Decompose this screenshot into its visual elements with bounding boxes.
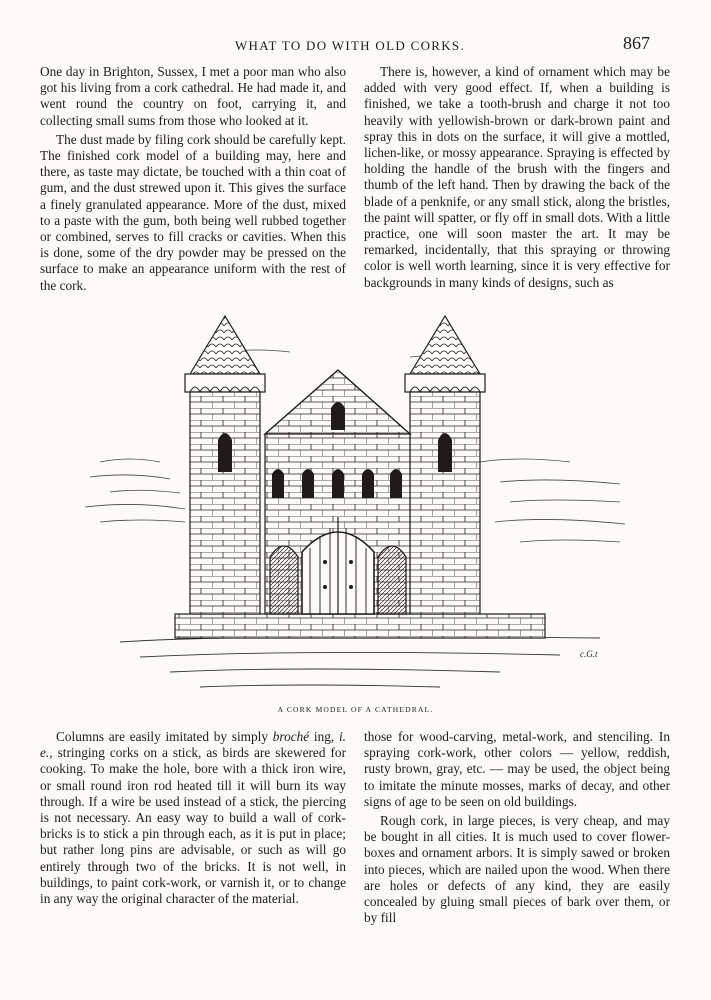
base-platform [175, 614, 545, 638]
text-run: ing, [309, 729, 339, 744]
text-run: Columns are easily imitated by simply [56, 729, 273, 744]
paragraph: those for wood-carving, metal-work, and stenciling. In spraying cork-work, other colors — yellow, reddish, rusty brown, gray, etc. — may be used, the object being to imitate the minute mosses, marks of decay, and other signs of age to be seen on old buildings. [364, 729, 670, 809]
italic-term: i. e., [40, 729, 346, 761]
cathedral-illustration [80, 312, 640, 700]
column-bottom-left [40, 729, 346, 907]
left-tower [185, 316, 265, 614]
ground-hatching [120, 637, 600, 687]
paragraph: The dust made by filing cork should be carefully kept. The finished cork model of a building may, here and there, as taste may dictate, be touched with a thin coat of gum, and the dust strewed upon it. This gives the surface a finely granulated appearance. More of the dust, mixed to a paste with the gum, both being well rubbed together or combined, serves to fill cracks or cavities. When this is done, some of the dry powder may be pressed on the surface to make an appearance uniform with the rest of the cork. [40, 131, 346, 293]
running-head: WHAT TO DO WITH OLD CORKS. [234, 38, 465, 53]
text-run: stringing corks on a stick, as birds are skewered for cooking. To make the hole, bore with a thick iron wire, or small round iron rod heated till it will burn its way through. If a wire be used instead of a stick, the piercing is not necessary. An easy way to build a wall of corkbricks is to stick a pin through each, as it is put in place; but rather long pins are advisable, or such as will go entirely through two of the bricks. It is not well, in buildings, to paint cork-work, or varnish it, or to change in any way the original character of the material. [40, 745, 346, 907]
central-facade [265, 370, 410, 614]
column-bottom-right [364, 729, 670, 926]
page-number: 867 [623, 33, 650, 53]
right-tower [405, 316, 485, 614]
paragraph [40, 729, 346, 907]
paragraph: There is, however, a kind of ornament which may be added with very good effect. If, when a building is finished, we take a tooth-brush and charge it not too heavily with yellowish-brown or dark-brown paint and spray this in dots on the surface, it will give a mottled, lichen-like, or mossy appearance. Spraying is effected by holding the handle of the brush with the fingers and thumb of the left hand. Then by drawing the back of the blade of a penknife, or any small stick, along the bristles, the paint will spatter, or fly off in small dots. With a little practice, one will soon master the art. It may be remarked, incidentally, that this spraying or throwing color is well worth learning, since it is very effective for backgrounds in many kinds of designs, such as [364, 64, 670, 290]
figure-caption: A CORK MODEL OF A CATHEDRAL. [277, 705, 434, 714]
italic-term: broché [272, 729, 310, 744]
artist-signature: c.G.t [580, 649, 598, 659]
column-top-left [40, 64, 346, 294]
column-top-right [364, 64, 670, 291]
paragraph: One day in Brighton, Sussex, I met a poor man who also got his living from a cork cathedral. He had made it, and went round the country on foot, carrying it, and collecting small sums from those who looked at it. [40, 64, 346, 128]
page-header [50, 33, 650, 58]
paragraph: Rough cork, in large pieces, is very cheap, and may be bought in all cities. It is much used to cover flower-boxes and ornament arbors. It is simply sawed or broken into pieces, which are nailed upon the wood. When there are holes or defects of any kind, they are easily concealed by gluing small pieces of bark over them, or by fill [364, 813, 670, 926]
